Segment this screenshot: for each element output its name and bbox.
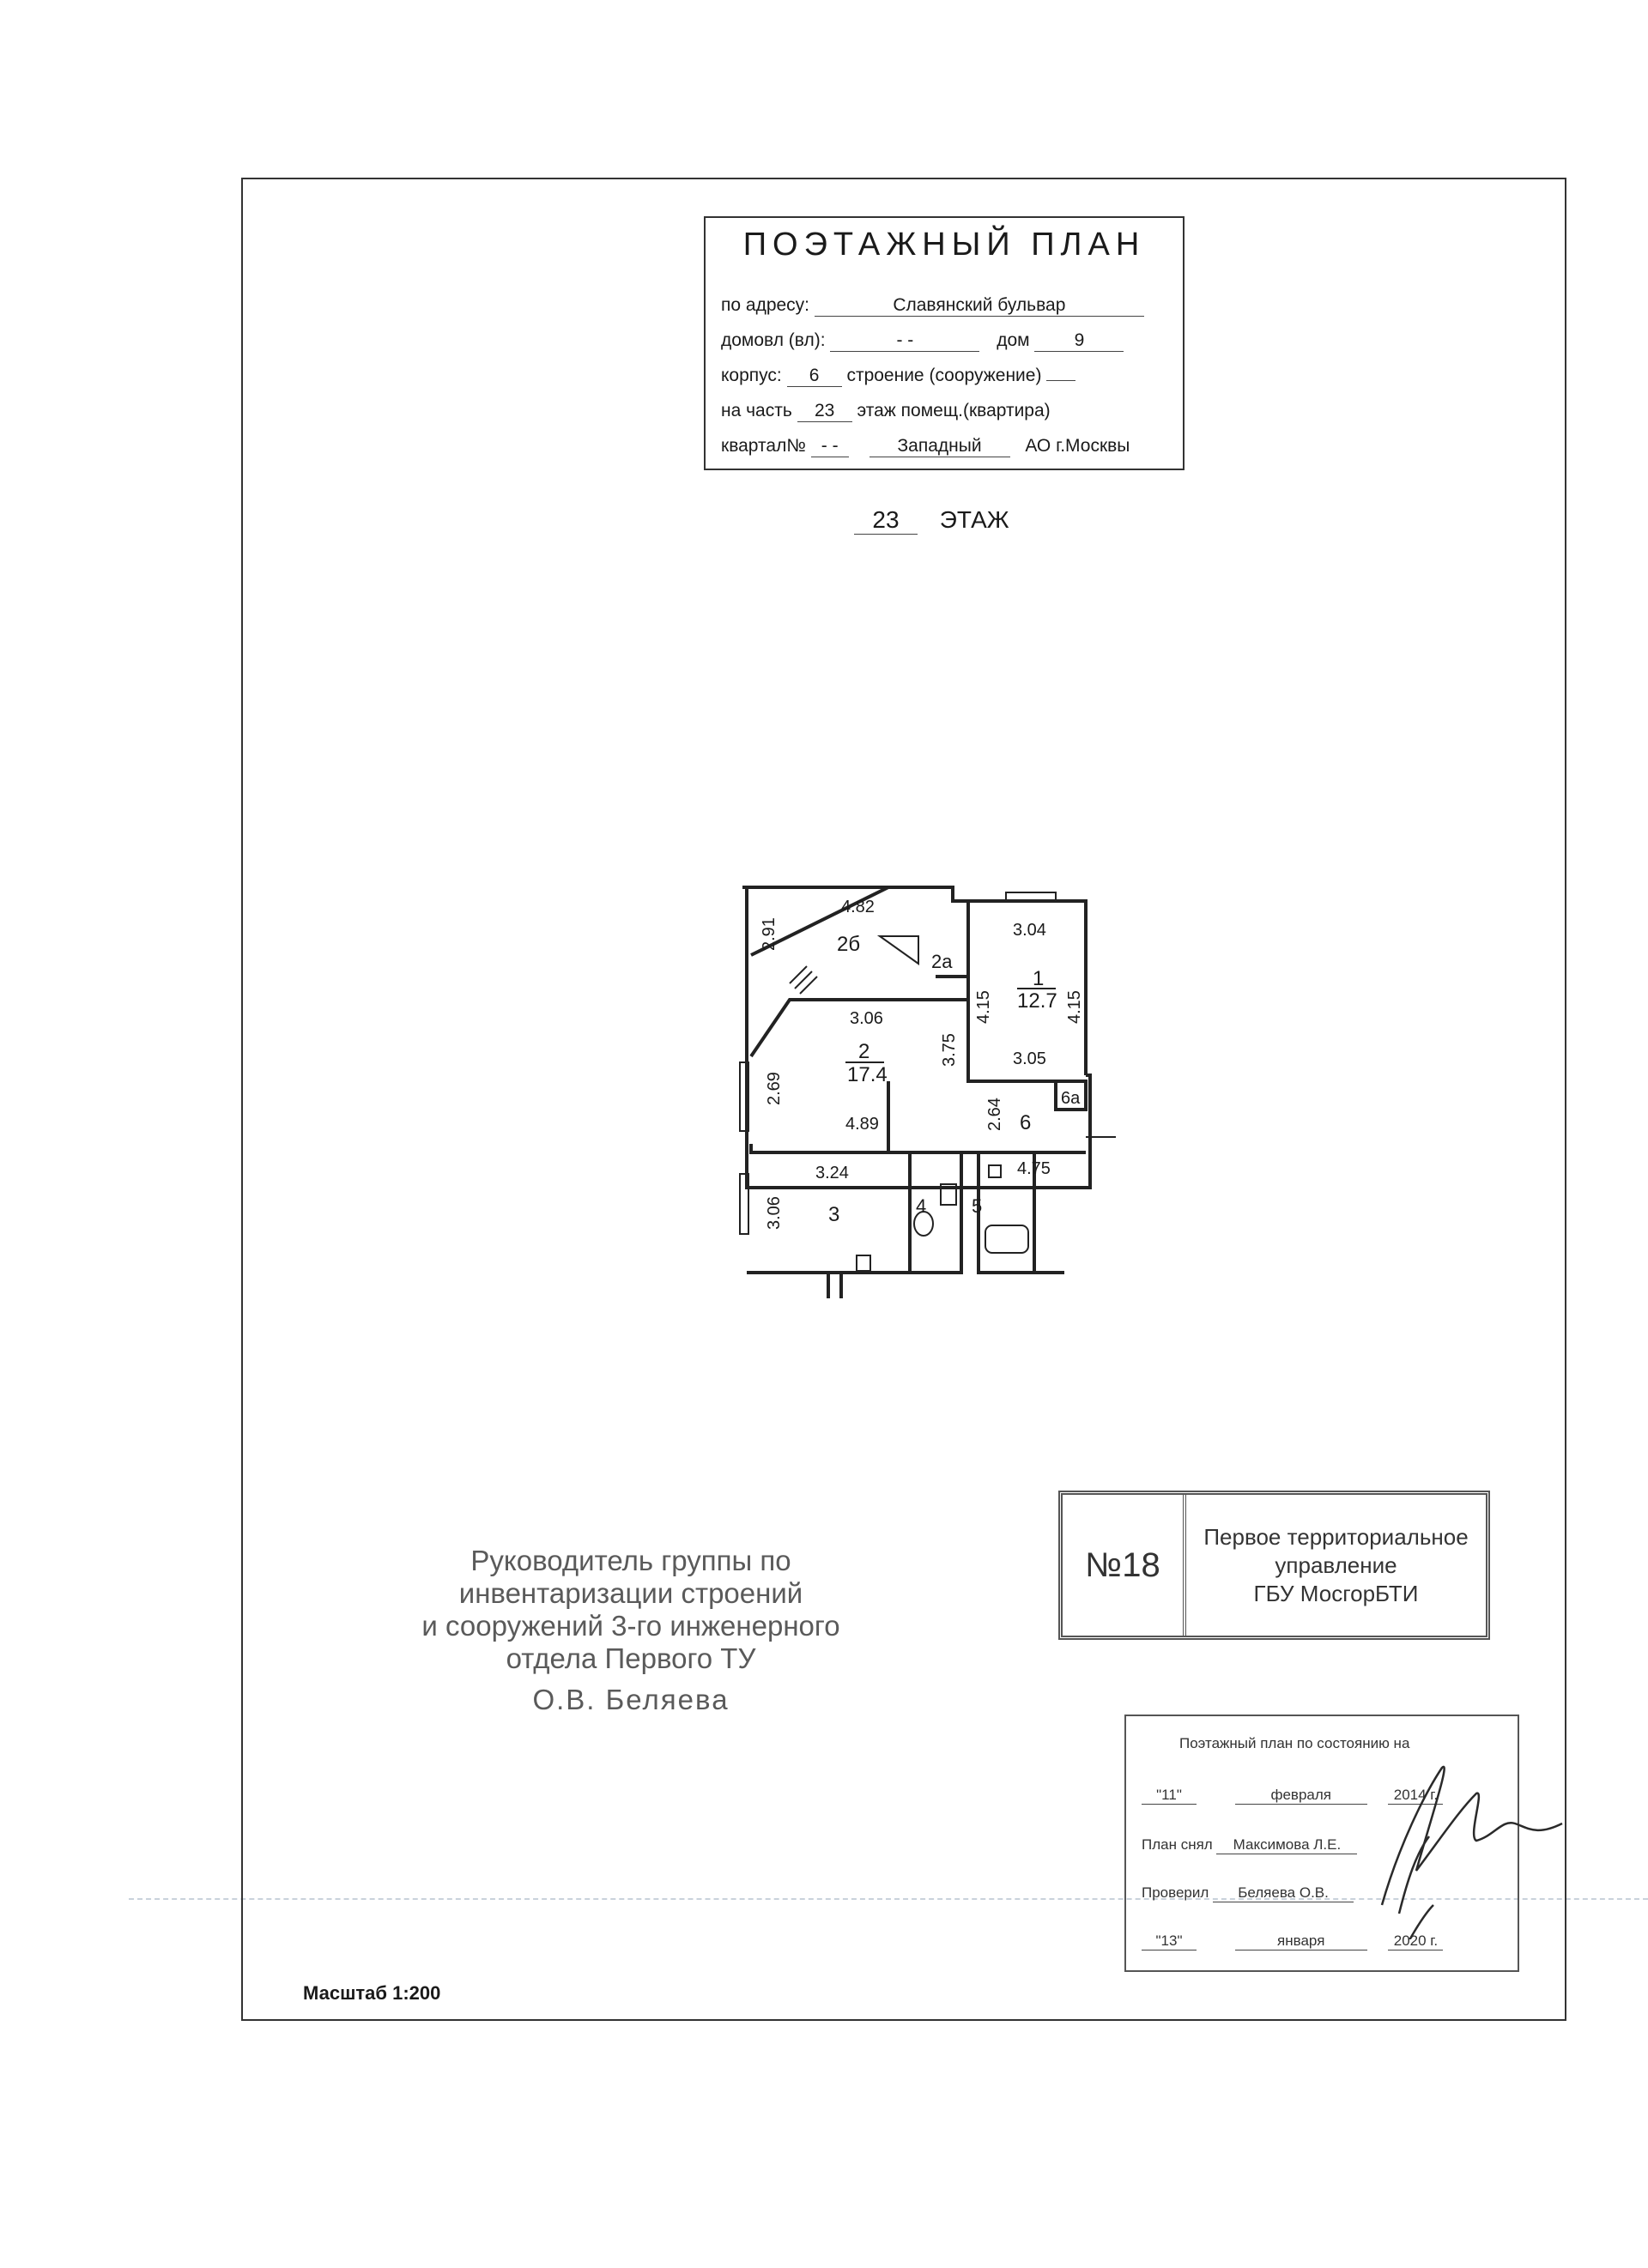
floor-label: ЭТАЖ <box>939 506 1009 533</box>
kvartal-value: - - <box>811 436 849 457</box>
korpus-value: 6 <box>787 366 842 387</box>
label-r1-name: 1 <box>1033 967 1045 990</box>
label-r3-left: 3.06 <box>765 1196 784 1230</box>
label-r2-top: 3.06 <box>850 1009 883 1028</box>
office-stamp <box>1058 1491 1490 1640</box>
scale-label: Масштаб 1:200 <box>303 1982 441 2004</box>
bathtub-icon <box>985 1225 1028 1253</box>
korpus-line: корпус: 6 строение (сооружение) <box>721 366 1075 387</box>
stroenie-value <box>1046 380 1075 381</box>
label-r1-left: 4.15 <box>974 990 993 1024</box>
chast-value: 23 <box>797 401 852 422</box>
wall-stub <box>828 1273 841 1298</box>
floor-heading <box>854 506 1009 535</box>
label-r6-bottom: 4.75 <box>1017 1159 1051 1178</box>
checked-by: Беляева О.В. <box>1213 1884 1354 1902</box>
address-value: Славянский бульвар <box>815 295 1144 317</box>
drawn-by: Максимова Л.Е. <box>1216 1836 1357 1854</box>
label-r1-top: 3.04 <box>1013 921 1046 940</box>
district-value: Западный <box>869 436 1010 457</box>
cert-checked: Проверил Беляева О.В. <box>1142 1884 1354 1902</box>
group-head-caption: Руководитель группы по инвентаризации строений и сооружений 3-го инженерного отдела Первого ТУ О.В. Беляева <box>360 1545 901 1716</box>
label-r2a-name: 2а <box>931 951 953 972</box>
sink-icon <box>989 1165 1001 1177</box>
label-r6-left: 2.64 <box>985 1098 1004 1131</box>
cert-heading: Поэтажный план по состоянию на <box>1179 1735 1410 1751</box>
chast-line: на часть 23 этаж помещ.(квартира) <box>721 401 1051 420</box>
stamp-number: №18 <box>1063 1495 1186 1636</box>
label-r2b-h: 2.91 <box>760 917 779 951</box>
label-r3-name: 3 <box>828 1203 840 1226</box>
label-r5-name: 5 <box>972 1195 983 1217</box>
domovl-line: домовл (вл): - - дом 9 <box>721 330 1124 352</box>
label-r2-name: 2 <box>858 1040 870 1063</box>
label-r2-area: 17.4 <box>847 1063 888 1086</box>
label-r2-bottom: 4.89 <box>845 1115 879 1134</box>
domovl-value: - - <box>830 330 979 352</box>
stamp-organization: Первое территориальное управление ГБУ МосгорБТИ <box>1203 1523 1469 1606</box>
label-r1-right: 4.15 <box>1065 990 1084 1024</box>
label-r2-left: 2.69 <box>765 1072 784 1105</box>
label-r2b-w: 4.82 <box>841 898 875 916</box>
label-r1-bottom: 3.05 <box>1013 1049 1046 1068</box>
label-r4-name: 4 <box>916 1195 927 1217</box>
handwritten-signature-icon <box>1365 1742 1571 1939</box>
triangle-mark <box>880 936 918 964</box>
floor-number: 23 <box>854 506 918 535</box>
kvartal-line: квартал№ - - Западный АО г.Москвы <box>721 436 1130 456</box>
dom-value: 9 <box>1034 330 1124 352</box>
label-r6-name: 6 <box>1020 1111 1032 1134</box>
wall-room-3-top <box>751 1144 1086 1152</box>
document-title: ПОЭТАЖНЫЙ ПЛАН <box>742 227 1146 263</box>
shaft-icon <box>857 1255 870 1271</box>
label-r2-right: 3.75 <box>940 1033 959 1067</box>
cert-date-2: "13" января 2020 г. <box>1142 1932 1443 1950</box>
cert-drawn: План снял Максимова Л.Е. <box>1142 1836 1357 1854</box>
floor-plan <box>738 882 1124 1320</box>
label-r6a-name: 6а <box>1061 1089 1081 1108</box>
label-r3-top: 3.24 <box>815 1164 849 1182</box>
group-head-name: О.В. Беляева <box>532 1684 730 1715</box>
cert-date-1: "11" февраля 2014 г. <box>1142 1787 1443 1805</box>
title-block <box>704 216 1184 470</box>
address-line: по адресу: Славянский бульвар <box>721 295 1144 317</box>
wall-2a <box>936 977 968 1000</box>
vent-hatching <box>790 966 817 994</box>
label-r1-area: 12.7 <box>1017 989 1057 1013</box>
label-r2b-name: 2б <box>837 933 861 956</box>
